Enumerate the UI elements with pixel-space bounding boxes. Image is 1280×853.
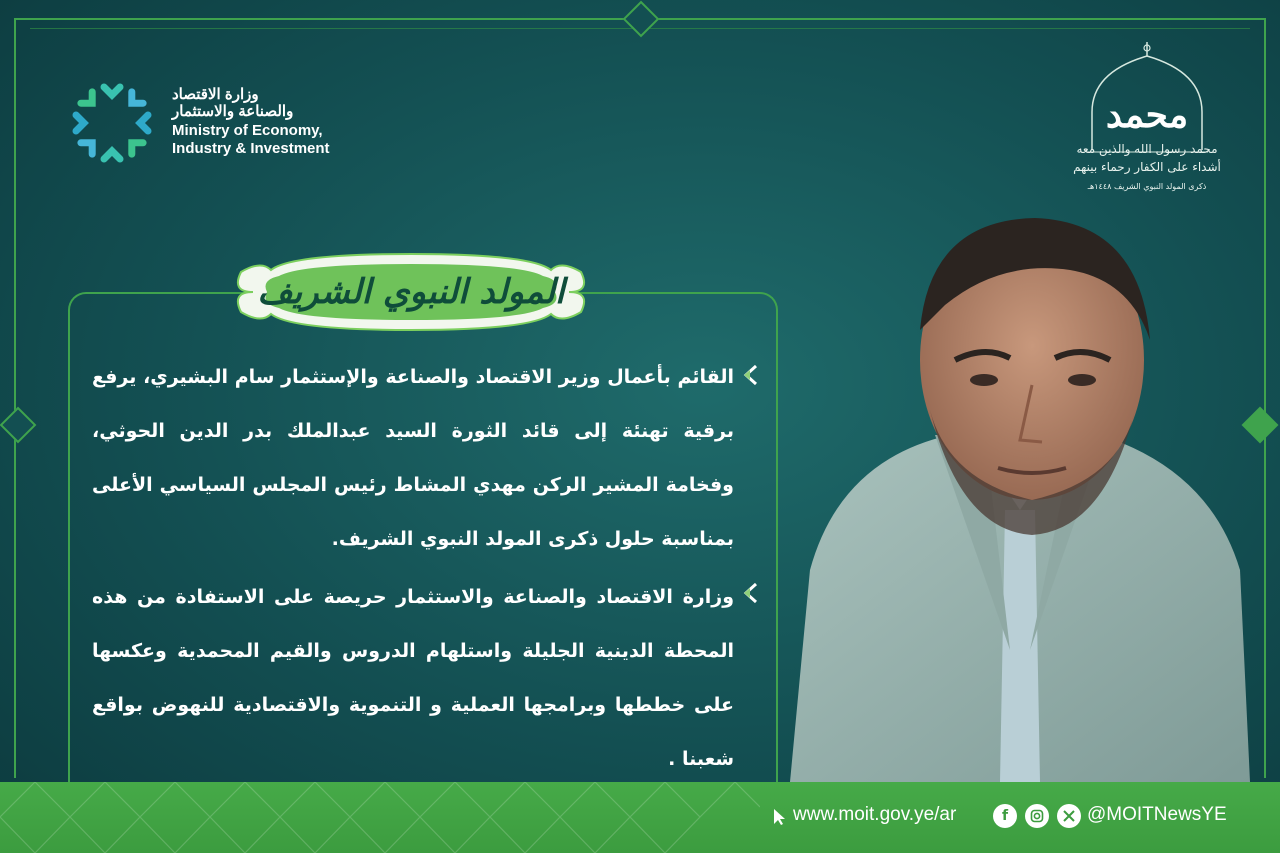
emblem-line-3: ذكرى المولد النبوي الشريف ١٤٤٨هـ	[1087, 182, 1207, 191]
frame-diamond-left	[0, 407, 36, 444]
ministry-name-en-1: Ministry of Economy,	[172, 122, 323, 139]
footer-bar	[0, 782, 1280, 853]
frame-left-line	[14, 18, 16, 778]
facebook-icon[interactable]: f	[993, 804, 1017, 828]
footer-pattern-icon	[0, 782, 760, 853]
instagram-icon[interactable]	[1025, 804, 1049, 828]
person-photo-icon	[770, 210, 1250, 782]
emblem-line-1: محمد رسول الله والذين معه	[1076, 142, 1218, 156]
banner-title: المولد النبوي الشريف	[257, 272, 565, 312]
emblem-line-2: أشداء على الكفار رحماء بينهم	[1073, 160, 1221, 174]
ministry-logo-icon	[62, 78, 162, 168]
official-portrait	[770, 210, 1250, 782]
ministry-name-ar-2: والصناعة والاستثمار	[172, 103, 294, 120]
social-handle[interactable]: @MOITNewsYE	[1087, 804, 1227, 825]
ministry-name	[172, 86, 330, 158]
website-link[interactable]: www.moit.gov.ye/ar	[793, 804, 957, 825]
ministry-logo	[62, 78, 362, 168]
cursor-icon	[772, 808, 788, 826]
title-banner	[231, 250, 591, 334]
bullet-chevron-icon	[740, 582, 760, 604]
x-icon[interactable]	[1057, 804, 1081, 828]
paragraph-2: وزارة الاقتصاد والصناعة والاستثمار حريصة على الاستفادة من هذه المحطة الدينية الجليلة واستلهام الدروس والقيم المحمدية وعكسها على خططها وبرامجها العملية و التنموية والاقتصادية للنهوض بواقع شعبنا .	[92, 586, 734, 770]
frame-diamond-top	[623, 1, 660, 38]
paragraph-1: القائم بأعمال وزير الاقتصاد والصناعة والإستثمار سام البشيري، يرفع برقية تهنئة إلى قائد الثورة السيد عبدالملك بدر الدين الحوثي، وفخامة المشير الركن مهدي المشاط رئيس المجلس السياسي الأعلى بمناسبة حلول ذكرى المولد النبوي الشريف.	[92, 366, 734, 550]
frame-right-line	[1264, 18, 1266, 778]
mawlid-emblem	[1072, 42, 1222, 202]
emblem-title: محمد	[1105, 94, 1189, 136]
ministry-name-ar-1: وزارة الاقتصاد	[172, 86, 259, 103]
bullet-chevron-icon	[740, 364, 760, 386]
ministry-name-en-2: Industry & Investment	[172, 140, 330, 157]
